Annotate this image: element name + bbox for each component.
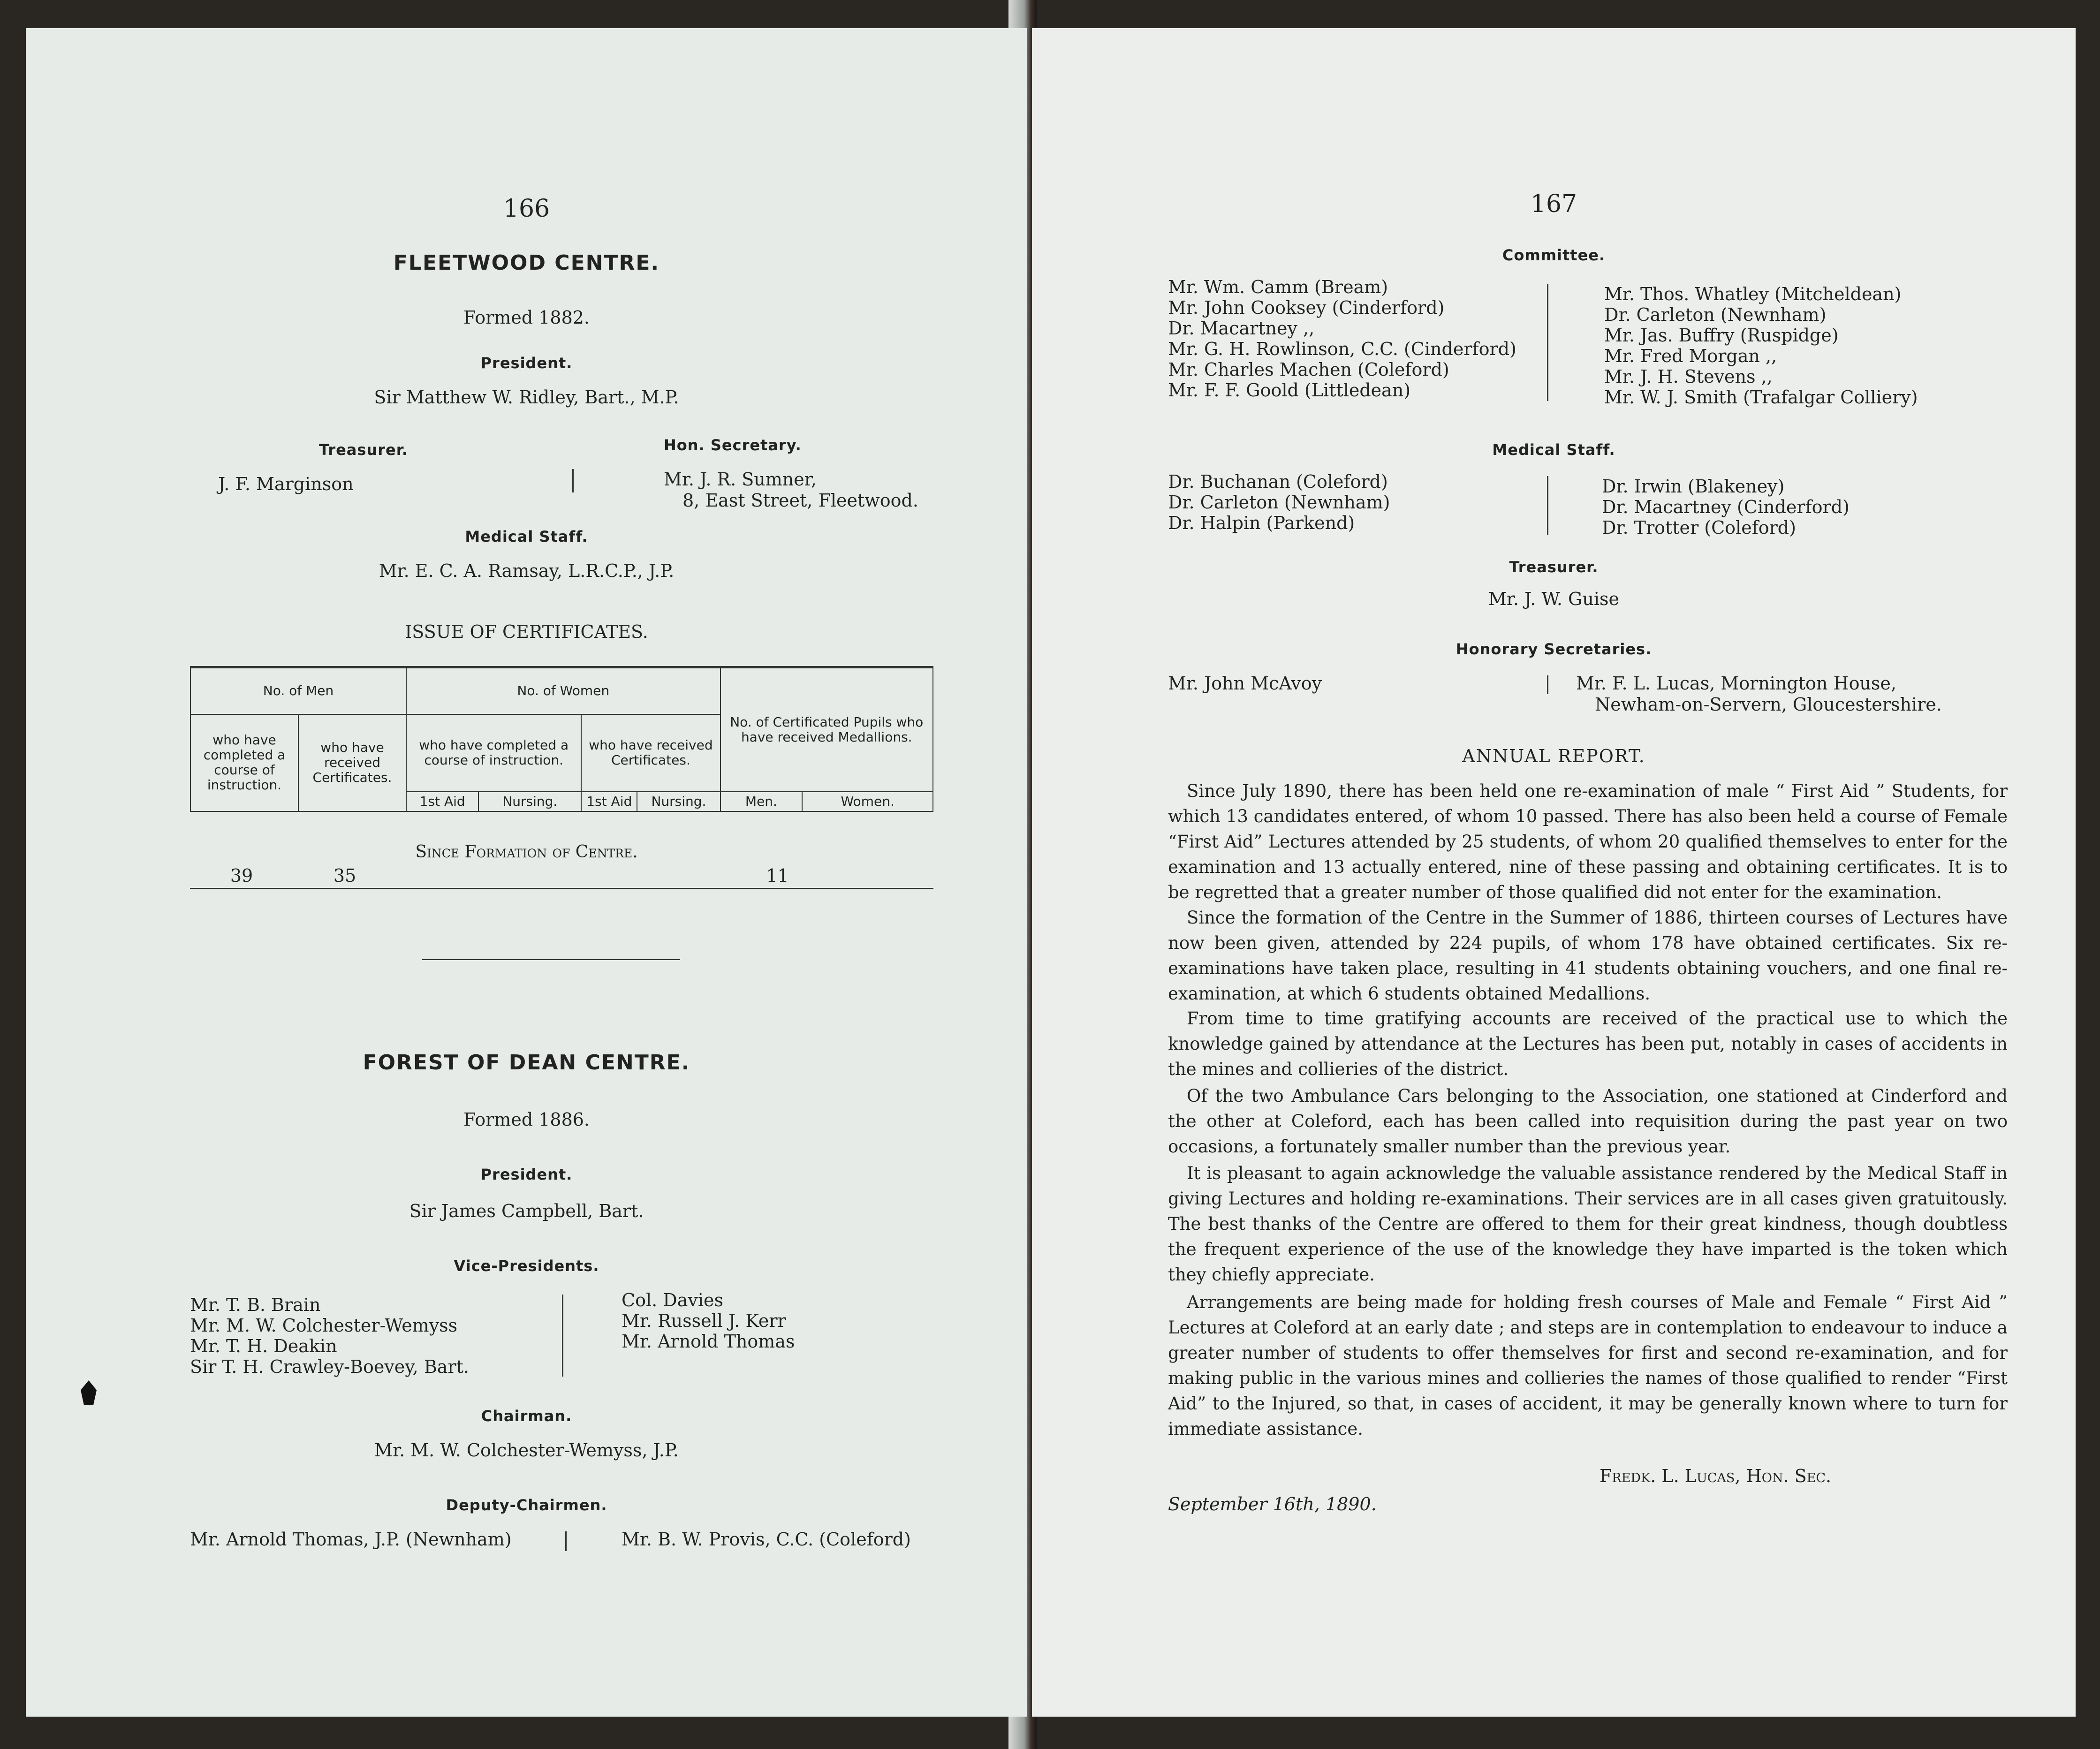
total-medallions-women <box>830 865 933 886</box>
total-women-completed-nursing <box>478 865 561 886</box>
header-men: No. of Men <box>190 667 406 714</box>
report-heading: ANNUAL REPORT. <box>1462 746 1645 766</box>
chairman-heading: Chairman. <box>481 1407 572 1425</box>
header-women-completed: who have completed a course of instruction. <box>406 714 581 792</box>
deputy-right: Mr. B. W. Provis, C.C. (Coleford) <box>622 1529 911 1550</box>
secretaries-heading: Honorary Secretaries. <box>1456 640 1652 658</box>
vp-right-item: Mr. Arnold Thomas <box>622 1331 795 1352</box>
fleetwood-president: Sir Matthew W. Ridley, Bart., M.P. <box>374 387 679 408</box>
vp-left-item: Mr. T. H. Deakin <box>190 1336 337 1356</box>
vp-right-item: Mr. Russell J. Kerr <box>622 1310 786 1331</box>
medical-left-item: Dr. Carleton (Newnham) <box>1168 492 1390 513</box>
fleetwood-formed: Formed 1882. <box>463 307 590 328</box>
medical-right-list <box>1602 476 1850 538</box>
report-paragraph: Arrangements are being made for holding fresh courses of Male and Female “ First Aid ” Lectures at Coleford at an early date ; and steps are in contemplation to endeavour to induce a greater number of students to offer themselves for first and second re-examination, and for making public in the various mines and collieries the names of those qualified to render “First Aid” to the Injured, so that, in cases of accident, it may be generally known where to turn for immediate assistance. <box>1168 1292 2008 1439</box>
committee-left-item: Mr. John Cooksey (Cinderford) <box>1168 297 1445 318</box>
fleetwood-secretary-line1: Mr. J. R. Sumner, <box>664 469 817 490</box>
medical-right-item: Dr. Irwin (Blakeney) <box>1602 476 1785 497</box>
fleetwood-title: FLEETWOOD CENTRE. <box>393 251 660 275</box>
medical-left-item: Dr. Halpin (Parkend) <box>1168 513 1355 533</box>
forest-president: Sir James Campbell, Bart. <box>409 1201 644 1221</box>
committee-right-item: Mr. Fred Morgan ,, <box>1604 346 1777 366</box>
vp-left-list <box>190 1295 469 1377</box>
fleetwood-secretary-heading: Hon. Secretary. <box>664 436 802 454</box>
header-men-completed: who have completed a course of instruction. <box>190 714 298 811</box>
vp-left-item: Sir T. H. Crawley-Boevey, Bart. <box>190 1356 469 1377</box>
total-men-received: 35 <box>333 865 356 886</box>
deputy-heading: Deputy-Chairmen. <box>446 1496 607 1514</box>
secretary-left: Mr. John McAvoy <box>1168 673 1322 694</box>
treasurer: Mr. J. W. Guise <box>1488 589 1620 609</box>
totals-row <box>190 865 933 886</box>
page-number: 166 <box>503 195 550 223</box>
section-divider <box>422 959 680 960</box>
header-women-medallions: Women. <box>802 792 933 811</box>
committee-right-item: Mr. J. H. Stevens ,, <box>1604 366 1773 387</box>
report-paragraph: From time to time gratifying accounts are received of the practical use to which the knowledge gained by attendance at the Lectures has been put, notably in cases of accidents in the mines and collieries of the district. <box>1168 1008 2008 1079</box>
total-women-received-first-aid <box>561 865 643 886</box>
column-divider <box>1547 675 1548 694</box>
column-divider <box>1547 284 1548 401</box>
fleetwood-president-heading: President. <box>480 354 573 372</box>
header-nursing: Nursing. <box>478 792 581 811</box>
column-divider <box>572 469 574 492</box>
page-number: 167 <box>1530 190 1577 218</box>
column-divider <box>1547 476 1548 535</box>
fleetwood-secretary-line2: 8, East Street, Fleetwood. <box>682 490 918 511</box>
header-medallions: No. of Certificated Pupils who have received Medallions. <box>720 667 933 792</box>
certificates-table <box>190 666 933 812</box>
forest-formed: Formed 1886. <box>463 1109 590 1130</box>
header-men-medallions: Men. <box>720 792 803 811</box>
header-women: No. of Women <box>406 667 720 714</box>
medical-left-item: Dr. Buchanan (Coleford) <box>1168 471 1388 492</box>
vp-heading: Vice-Presidents. <box>454 1257 599 1275</box>
committee-right-item: Dr. Carleton (Newnham) <box>1604 304 1827 325</box>
forest-president-heading: President. <box>480 1166 573 1183</box>
totals-rule <box>190 888 933 889</box>
report-paragraph: It is pleasant to again acknowledge the valuable assistance rendered by the Medical Staff in giving Lectures and holding re-examinations. Their services are in all cases given gratuitously. The best thanks of the Centre are offered to them for their great kindness, though doubtless the frequent experience of the use of the knowledge they have imparted is the token which they chiefly appreciate. <box>1168 1163 2008 1285</box>
right-page <box>1032 28 2076 1717</box>
certificates-heading: ISSUE OF CERTIFICATES. <box>405 621 648 642</box>
signature: Fredk. L. Lucas, Hon. Sec. <box>1600 1466 1832 1486</box>
since-formation: Since Formation of Centre. <box>415 842 638 862</box>
committee-left-item: Mr. G. H. Rowlinson, C.C. (Cinderford) <box>1168 339 1516 359</box>
deputy-left: Mr. Arnold Thomas, J.P. (Newnham) <box>190 1529 512 1550</box>
header-women-received: who have received Certificates. <box>581 714 720 792</box>
committee-left-item: Mr. Charles Machen (Coleford) <box>1168 359 1449 380</box>
vp-left-item: Mr. T. B. Brain <box>190 1295 321 1315</box>
column-divider <box>562 1295 563 1377</box>
fleetwood-treasurer-heading: Treasurer. <box>319 441 409 459</box>
fleetwood-medical-heading: Medical Staff. <box>465 528 588 545</box>
committee-heading: Committee. <box>1502 246 1606 264</box>
committee-right-item: Mr. Thos. Whatley (Mitcheldean) <box>1604 284 1902 304</box>
date-line: September 16th, 1890. <box>1168 1494 1377 1514</box>
header-men-received: who have received Certificates. <box>298 714 406 811</box>
fleetwood-treasurer: J. F. Marginson <box>218 474 354 494</box>
fleetwood-medical: Mr. E. C. A. Ramsay, L.R.C.P., J.P. <box>379 560 675 581</box>
left-page <box>26 28 1027 1717</box>
treasurer-heading: Treasurer. <box>1509 558 1599 576</box>
header-nursing: Nursing. <box>637 792 720 811</box>
header-first-aid: 1st Aid <box>581 792 637 811</box>
committee-left-item: Mr. F. F. Goold (Littledean) <box>1168 380 1411 401</box>
vp-right-list <box>622 1290 795 1352</box>
header-first-aid: 1st Aid <box>406 792 478 811</box>
vp-right-item: Col. Davies <box>622 1290 723 1310</box>
medical-right-item: Dr. Macartney (Cinderford) <box>1602 497 1850 517</box>
column-divider <box>565 1531 567 1551</box>
total-women-received-nursing <box>643 865 725 886</box>
medical-right-item: Dr. Trotter (Coleford) <box>1602 517 1796 538</box>
committee-left-list <box>1168 277 1516 401</box>
secretary-right-line2: Newham-on-Servern, Gloucestershire. <box>1595 694 1942 715</box>
total-medallions-men: 11 <box>766 865 789 886</box>
vp-left-item: Mr. M. W. Colchester-Wemyss <box>190 1315 458 1336</box>
committee-left-item: Mr. Wm. Camm (Bream) <box>1168 277 1388 297</box>
report-paragraph: Since July 1890, there has been held one re-examination of male “ First Aid ” Students, for which 13 candidates entered, of whom 10 passed. There has also been held a course of Female “First Aid” Lectures attended by 25 students, of whom 20 qualified themselves to enter for the examination and 13 actually entered, nine of these passing and obtaining certificates. It is to be regretted that a greater number of those qualified did not enter for the examination. <box>1168 781 2008 902</box>
committee-right-item: Mr. W. J. Smith (Trafalgar Colliery) <box>1604 387 1918 408</box>
report-paragraph: Since the formation of the Centre in the Summer of 1886, thirteen courses of Lectures have now been given, attended by 224 pupils, of whom 178 have obtained certificates. Six re-examinations have taken place, resulting in 41 students obtaining vouchers, and one final re-examination, at which 6 students obtained Medallions. <box>1168 908 2008 1004</box>
committee-right-list <box>1604 284 1918 408</box>
medical-left-list <box>1168 471 1390 533</box>
committee-right-item: Mr. Jas. Buffry (Ruspidge) <box>1604 325 1839 346</box>
chairman: Mr. M. W. Colchester-Wemyss, J.P. <box>374 1440 679 1461</box>
total-women-completed-first-aid <box>396 865 478 886</box>
committee-left-item: Dr. Macartney ,, <box>1168 318 1315 339</box>
total-men-completed: 39 <box>230 865 253 886</box>
report-paragraph: Of the two Ambulance Cars belonging to the Association, one stationed at Cinderford and the other at Coleford, each has been called into requisition during the past year on two occasions, a fortunately smaller number than the previous year. <box>1168 1086 2008 1157</box>
medical-heading: Medical Staff. <box>1492 441 1615 459</box>
forest-title: FOREST OF DEAN CENTRE. <box>363 1051 690 1075</box>
secretary-right-line1: Mr. F. L. Lucas, Mornington House, <box>1576 673 1896 694</box>
